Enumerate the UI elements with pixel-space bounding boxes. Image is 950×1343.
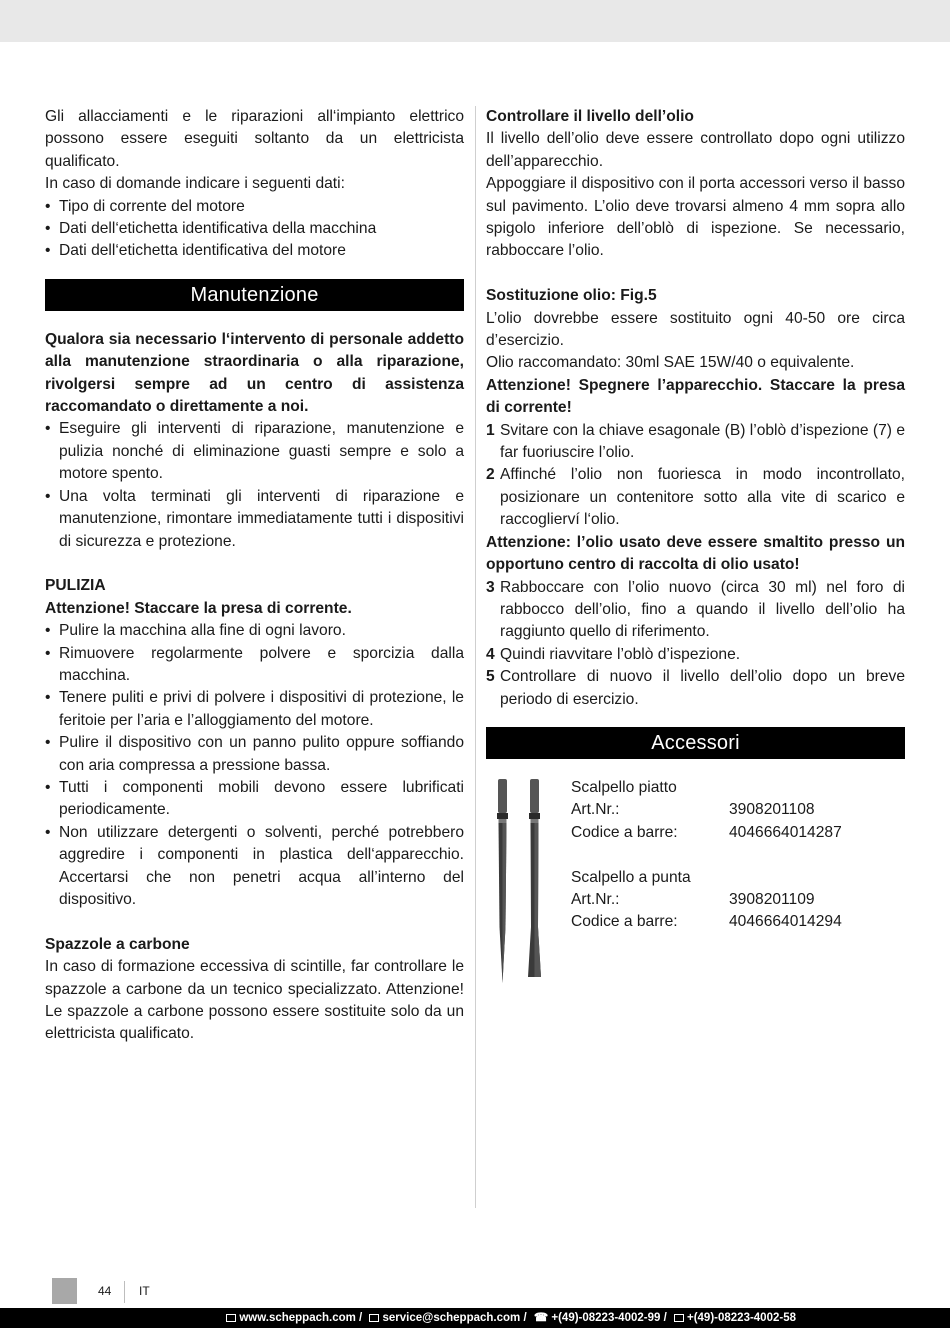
pointed-chisel-icon	[497, 779, 508, 983]
sostituzione-heading: Sostituzione olio: Fig.5	[486, 287, 657, 305]
article-number: 3908201109	[729, 890, 815, 908]
intro-question: In caso di domande indicare i seguenti dati:	[45, 175, 345, 193]
steps-list-b	[486, 577, 905, 711]
accessory-name: Scalpello piatto	[571, 778, 677, 796]
pulizia-warning: Attenzione! Staccare la presa di corrente.	[45, 599, 352, 617]
barcode-number: 4046664014287	[729, 823, 842, 841]
contact-bar	[0, 1308, 950, 1328]
spazzole-paragraph: In caso di formazione eccessiva di scintille, far controllare le spazzole a carbone da un tecnico specializzato. Attenzione! Le spazzole a carbone possono essere sostituite solo da un elettricista qualificato.	[45, 958, 464, 1043]
computer-icon	[226, 1314, 236, 1322]
intro-bullet-list	[45, 196, 464, 263]
manutenzione-notice: Qualora sia necessario l‘intervento di personale addetto alla manutenzione straordinaria o alla riparazione, rivolgersi sempre ad un centro di assistenza raccomandato o direttamente a noi.	[45, 330, 464, 416]
right-column	[486, 106, 905, 1007]
top-band	[0, 0, 950, 42]
fax-number: +(49)-08223-4002-58	[686, 1312, 796, 1324]
language-code: IT	[139, 1284, 150, 1298]
list-item: • Non utilizzare detergenti o solventi, perché potrebbero aggredire i componenti in plastica dell‘apparecchio. Accertarsi che non penetri acqua all’interno del dispositivo.	[45, 822, 464, 912]
footer-divider	[124, 1281, 125, 1303]
step-item: 4 Quindi riavvitare l’oblò d’ispezione.	[486, 645, 741, 663]
flat-chisel-icon	[528, 779, 541, 977]
sostituzione-warning: Attenzione! Spegnere l’apparecchio. Staccare la presa di corrente!	[486, 376, 905, 417]
list-item: • Dati dell‘etichetta identificativa del motore	[45, 240, 464, 262]
steps-list-a	[486, 420, 905, 532]
accessory-name: Scalpello a punta	[571, 868, 691, 886]
accessory-item: Scalpello piatto Art.Nr.: 3908201108 Codice a barre: 4046664014287	[571, 777, 901, 844]
article-number: 3908201108	[729, 801, 815, 819]
phone-icon: ☎	[533, 1312, 549, 1324]
livello-paragraph-1: Il livello dell’olio deve essere controllato dopo ogni utilizzo dell’apparecchio.	[486, 130, 905, 170]
accessories-block	[486, 777, 905, 1007]
list-item: • Pulire la macchina alla fine di ogni lavoro.	[45, 620, 464, 642]
pulizia-bullet-list	[45, 620, 464, 911]
livello-paragraph-2: Appoggiare il dispositivo con il porta accessori verso il basso sul pavimento. L’olio deve trovarsi almeno 4 mm sopra allo spigolo inferiore dell’oblò di ispezione. Se necessario, rabboccare l’olio.	[486, 175, 905, 260]
sostituzione-paragraph-2: Olio raccomandato: 30ml SAE 15W/40 o equivalente.	[486, 354, 855, 372]
manutenzione-bullet-list	[45, 418, 464, 552]
accessori-heading: Accessori	[486, 727, 905, 759]
step-item: 5 Controllare di nuovo il livello dell’olio dopo un breve periodo di esercizio.	[486, 668, 905, 708]
list-item: • Rimuovere regolarmente polvere e sporcizia dalla macchina.	[45, 643, 464, 688]
olio-warning: Attenzione: l’olio usato deve essere smaltito presso un opportuno centro di raccolta di olio usato!	[486, 533, 905, 574]
step-item: 2 Affinché l’olio non fuoriesca in modo incontrollato, posizionare un contenitore sotto alla vite di scarico e raccoglierví l‘olio.	[486, 466, 905, 529]
list-item: • Pulire il dispositivo con un panno pulito oppure soffiando con aria compressa a pressione bassa.	[45, 732, 464, 777]
livello-heading: Controllare il livello dell’olio	[486, 108, 694, 125]
email-link[interactable]: service@scheppach.com /	[382, 1312, 527, 1324]
list-item: • Tipo di corrente del motore	[45, 196, 464, 218]
list-item: • Eseguire gli interventi di riparazione, manutenzione e pulizia nonché di eliminazione guasti sempre e solo a motore spento.	[45, 418, 464, 485]
page-number: 44	[98, 1284, 112, 1298]
column-divider	[475, 106, 476, 1208]
manutenzione-heading: Manutenzione	[45, 279, 464, 311]
list-item: • Tutti i componenti mobili devono essere lubrificati periodicamente.	[45, 777, 464, 822]
phone-number: +(49)-08223-4002-99 /	[551, 1312, 667, 1324]
list-item: • Tenere puliti e privi di polvere i dispositivi di protezione, le feritoie per l’aria e l’alloggiamento del motore.	[45, 687, 464, 732]
left-column	[45, 106, 464, 1046]
step-item: 1 Svitare con la chiave esagonale (B) l’oblò d’ispezione (7) e far fuoriuscire l’olio.	[486, 421, 905, 462]
sostituzione-paragraph-1: L’olio dovrebbe essere sostituito ogni 40-50 ore circa d’esercizio.	[486, 309, 905, 350]
step-item: 3 Rabboccare con l’olio nuovo (circa 30 ml) nel foro di rabbocco dell’olio, fino a quando il livello dell’olio ha raggiunto quello di riferimento.	[486, 578, 905, 641]
accessories-list	[571, 777, 901, 934]
spazzole-heading: Spazzole a carbone	[45, 935, 190, 953]
intro-paragraph: Gli allacciamenti e le riparazioni all‘impianto elettrico possono essere eseguiti soltanto da un elettricista qualificato.	[45, 108, 464, 170]
website-link[interactable]: www.scheppach.com /	[239, 1312, 363, 1324]
list-item: • Dati dell‘etichetta identificativa della macchina	[45, 218, 464, 240]
pulizia-heading: PULIZIA	[45, 577, 106, 595]
page-marker	[52, 1278, 77, 1304]
list-item: • Una volta terminati gli interventi di riparazione e manutenzione, rimontare immediatamente tutti i dispositivi di sicurezza e protezione.	[45, 486, 464, 553]
accessory-item: Scalpello a punta Art.Nr.: 3908201109 Codice a barre: 4046664014294	[571, 867, 901, 934]
chisels-illustration	[490, 777, 554, 991]
mail-icon	[369, 1314, 379, 1322]
barcode-number: 4046664014294	[729, 913, 842, 931]
fax-icon	[674, 1314, 684, 1322]
